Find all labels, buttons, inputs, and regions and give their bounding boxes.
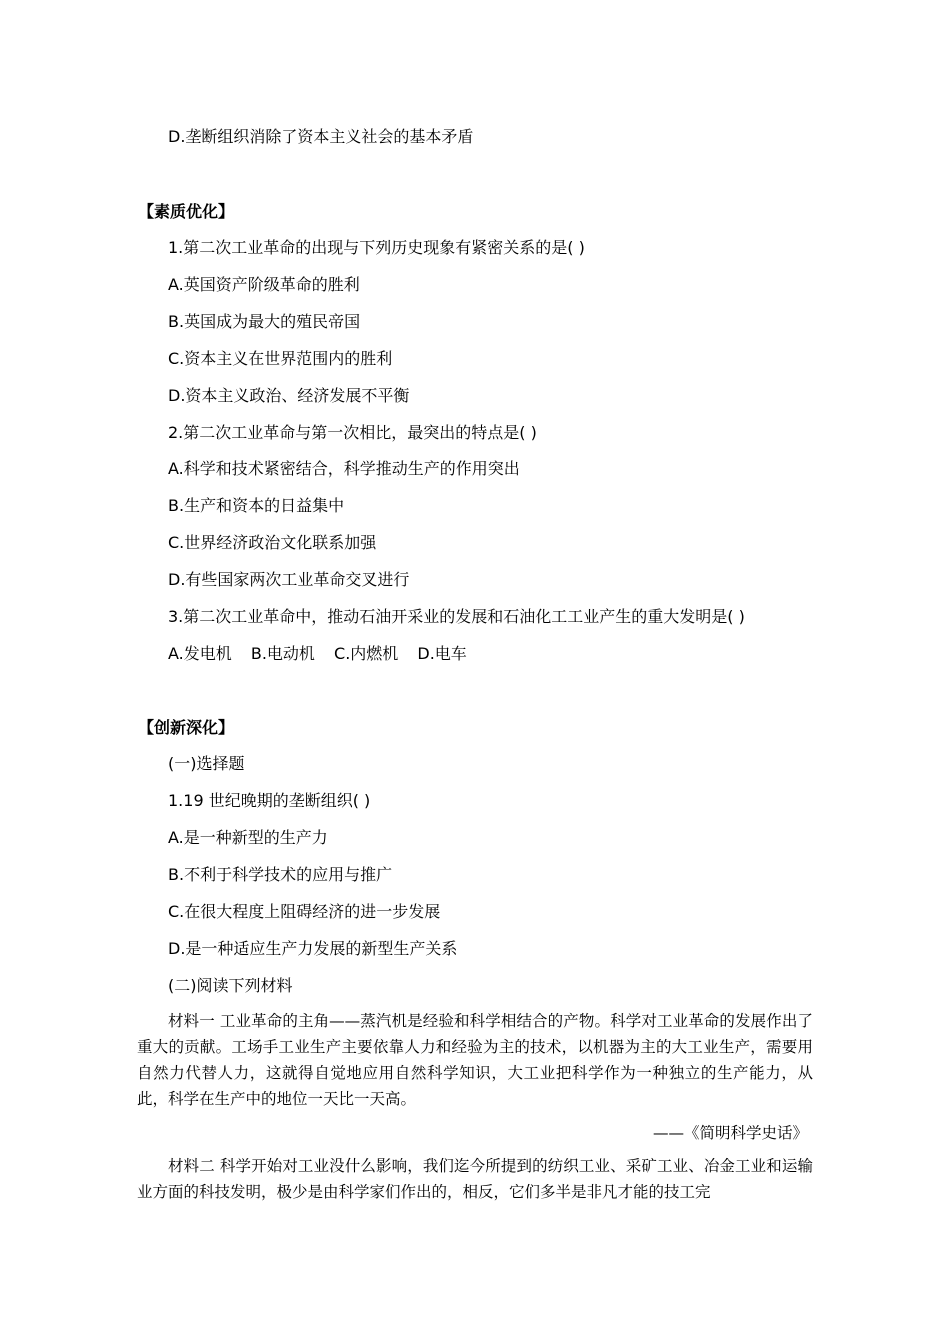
question-stem: 3.第二次工业革命中，推动石油开采业的发展和石油化工工业产生的重大发明是( ) (168, 607, 745, 626)
question-stem: 2.第二次工业革命与第一次相比，最突出的特点是( ) (168, 423, 537, 442)
answer-option: B.不利于科学技术的应用与推广 (168, 865, 393, 884)
answer-option: B.电动机 (250, 644, 315, 663)
option-d-monopoly: D.垄断组织消除了资本主义社会的基本矛盾 (168, 127, 474, 146)
answer-option: A.发电机 (168, 644, 232, 663)
answer-option: B.生产和资本的日益集中 (168, 496, 345, 515)
question-stem: 1.19 世纪晚期的垄断组织( ) (168, 791, 371, 810)
answer-option: B.英国成为最大的殖民帝国 (168, 312, 361, 331)
answer-option: C.在很大程度上阻碍经济的进一步发展 (168, 902, 441, 921)
answer-option: D.是一种适应生产力发展的新型生产关系 (168, 939, 458, 958)
answer-option: D.有些国家两次工业革命交叉进行 (168, 570, 410, 589)
answer-option: A.科学和技术紧密结合，科学推动生产的作用突出 (168, 459, 520, 478)
answer-option: C.世界经济政治文化联系加强 (168, 533, 377, 552)
part-title: (二)阅读下列材料 (168, 976, 293, 995)
section-heading-quality: 【素质优化】 (138, 202, 235, 221)
answer-option: D.电车 (417, 644, 467, 663)
question-stem: 1.第二次工业革命的出现与下列历史现象有紧密关系的是( ) (168, 238, 585, 257)
answer-option: C.资本主义在世界范围内的胜利 (168, 349, 393, 368)
answer-option: C.内燃机 (334, 644, 399, 663)
part-title: (一)选择题 (168, 754, 245, 773)
answer-option: D.资本主义政治、经济发展不平衡 (168, 386, 410, 405)
answer-option: A.是一种新型的生产力 (168, 828, 328, 847)
material-two-paragraph: 材料二 科学开始对工业没什么影响，我们迄今所提到的纺织工业、采矿工业、冶金工业和运输业方面的科技发明，极少是由科学家们作出的，相反，它们多半是非凡才能的技工完 (137, 1157, 813, 1201)
material-one-paragraph: 材料一 工业革命的主角——蒸汽机是经验和科学相结合的产物。科学对工业革命的发展作出了重大的贡献。工场手工业生产主要依靠人力和经验为主的技术，以机器为主的大工业生产，需要用自然力代替人力，这就得自觉地应用自然科学知识，大工业把科学作为一种独立的生产能力，从此，科学在生产中的地位一天比一天高。 (137, 1012, 813, 1108)
answer-option: A.英国资产阶级革命的胜利 (168, 275, 360, 294)
section-heading-innovation: 【创新深化】 (138, 718, 235, 737)
material-one-source: ——《简明科学史话》 (652, 1124, 808, 1142)
answer-options-row (168, 644, 481, 664)
